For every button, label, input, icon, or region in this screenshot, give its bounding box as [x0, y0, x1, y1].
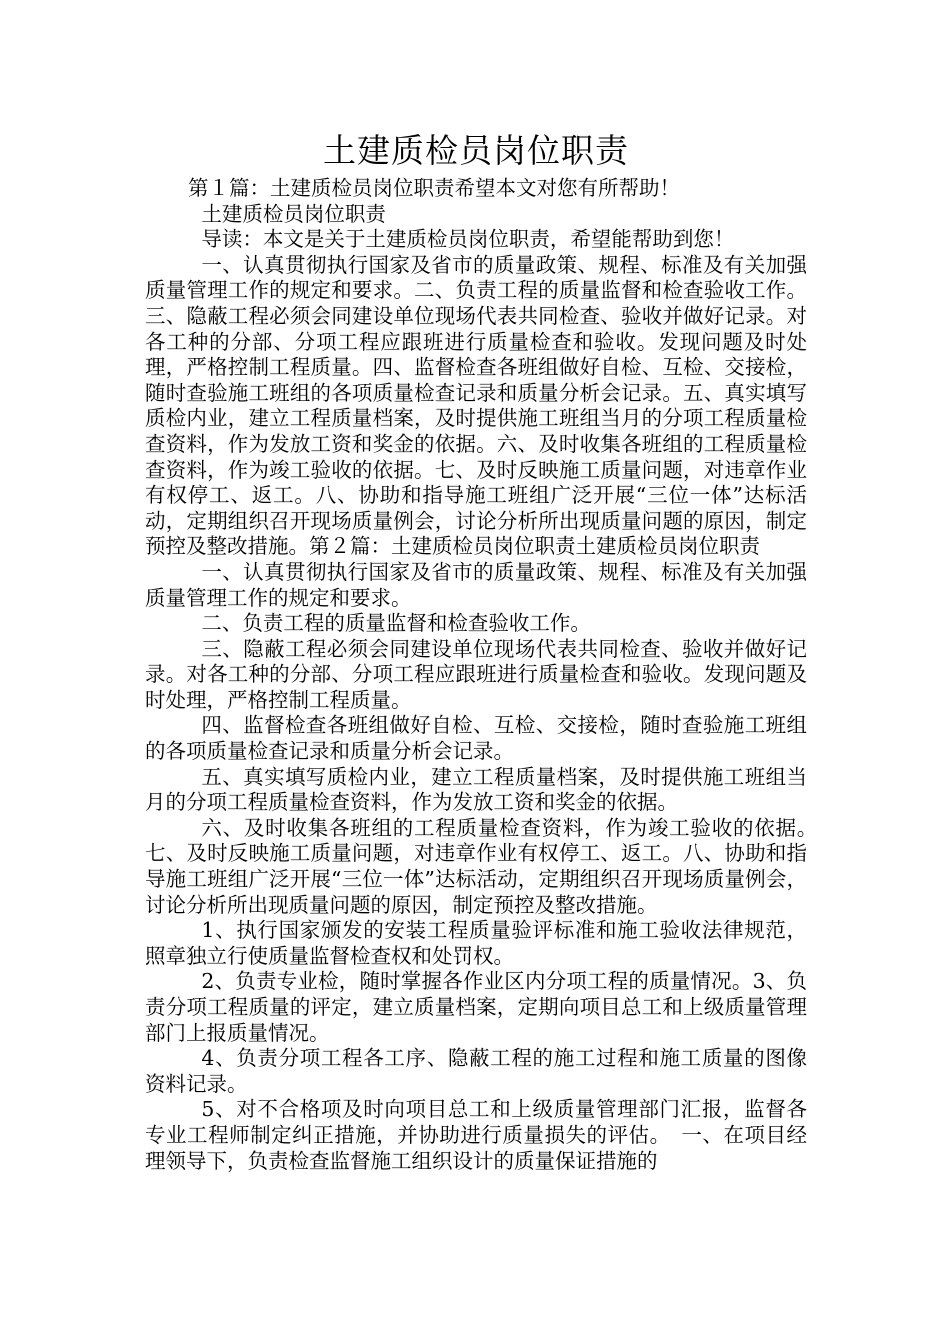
document-title: 土建质检员岗位职责 [323, 131, 629, 170]
body-paragraph: 五、真实填写质检内业，建立工程质量档案，及时提供施工班组当月的分项工程质量检查资料，作为发放工资和奖金的依据。 [145, 764, 807, 815]
body-paragraph: 5、对不合格项及时向项目总工和上级质量管理部门汇报，监督各专业工程师制定纠正措施，并协助进行质量损失的评估。 一、在项目经理领导下，负责检查监督施工组织设计的质量保证措施的 [145, 1097, 807, 1173]
intro-line-2: 土建质检员岗位职责 [201, 201, 386, 226]
intro-line-1: 第１篇：土建质检员岗位职责希望本文对您有所帮助！ [188, 176, 681, 200]
body-paragraph: 三、隐蔽工程必须会同建设单位现场代表共同检查、验收并做好记录。对各工种的分部、分项工程应跟班进行质量检查和验收。发现问题及时处理，严格控制工程质量。 [145, 636, 807, 712]
body-paragraph: 一、认真贯彻执行国家及省市的质量政策、规程、标准及有关加强质量管理工作的规定和要求。 [145, 559, 807, 610]
document-page [145, 128, 828, 1174]
body-paragraph: 六、及时收集各班组的工程质量检查资料，作为竣工验收的依据。 七、及时反映施工质量问题，对违章作业有权停工、返工。八、协助和指导施工班组广泛开展“三位一体”达标活动，定期组织召开现场质量例会，讨论分析所出现质量问题的原因，制定预控及整改措施。 [145, 815, 828, 917]
body-paragraph: 1、执行国家颁发的安装工程质量验评标准和施工验收法律规范，照章独立行使质量监督检查权和处罚权。 [145, 918, 807, 968]
intro-line-3: 导读：本文是关于土建质检员岗位职责，希望能帮助到您！ [201, 227, 735, 252]
body-paragraph: 二、负责工程的质量监督和检查验收工作。 [201, 611, 591, 636]
body-paragraph: 四、监督检查各班组做好自检、互检、交接检，随时查验施工班组的各项质量检查记录和质量分析会记录。 [145, 713, 807, 764]
body-paragraph: 4、负责分项工程各工序、隐蔽工程的施工过程和施工质量的图像资料记录。 [145, 1046, 807, 1096]
body-paragraph: 一、认真贯彻执行国家及省市的质量政策、规程、标准及有关加强质量管理工作的规定和要求。二、负责工程的质量监督和检查验收工作。三、隐蔽工程必须会同建设单位现场代表共同检查、验收并做好记录。对各工种的分部、分项工程应跟班进行质量检查和验收。发现问题及时处理，严格控制工程质量。四、监督检查各班组做好自检、互检、交接检，随时查验施工班组的各项质量检查记录和质量分析会记录。五、真实填写质检内业，建立工程质量档案，及时提供施工班组当月的分项工程质量检查资料，作为发放工资和奖金的依据。六、及时收集各班组的工程质量检查资料，作为竣工验收的依据。七、及时反映施工质量问题，对违章作业有权停工、返工。八、协助和指导施工班组广泛开展“三位一体”达标活动，定期组织召开现场质量例会，讨论分析所出现质量问题的原因，制定预控及整改措施。第２篇：土建质检员岗位职责土建质检员岗位职责 [145, 252, 807, 559]
body-paragraph: 2、负责专业检，随时掌握各作业区内分项工程的质量情况。3、负责分项工程质量的评定，建立质量档案，定期向项目总工和上级质量管理部门上报质量情况。 [145, 969, 807, 1045]
